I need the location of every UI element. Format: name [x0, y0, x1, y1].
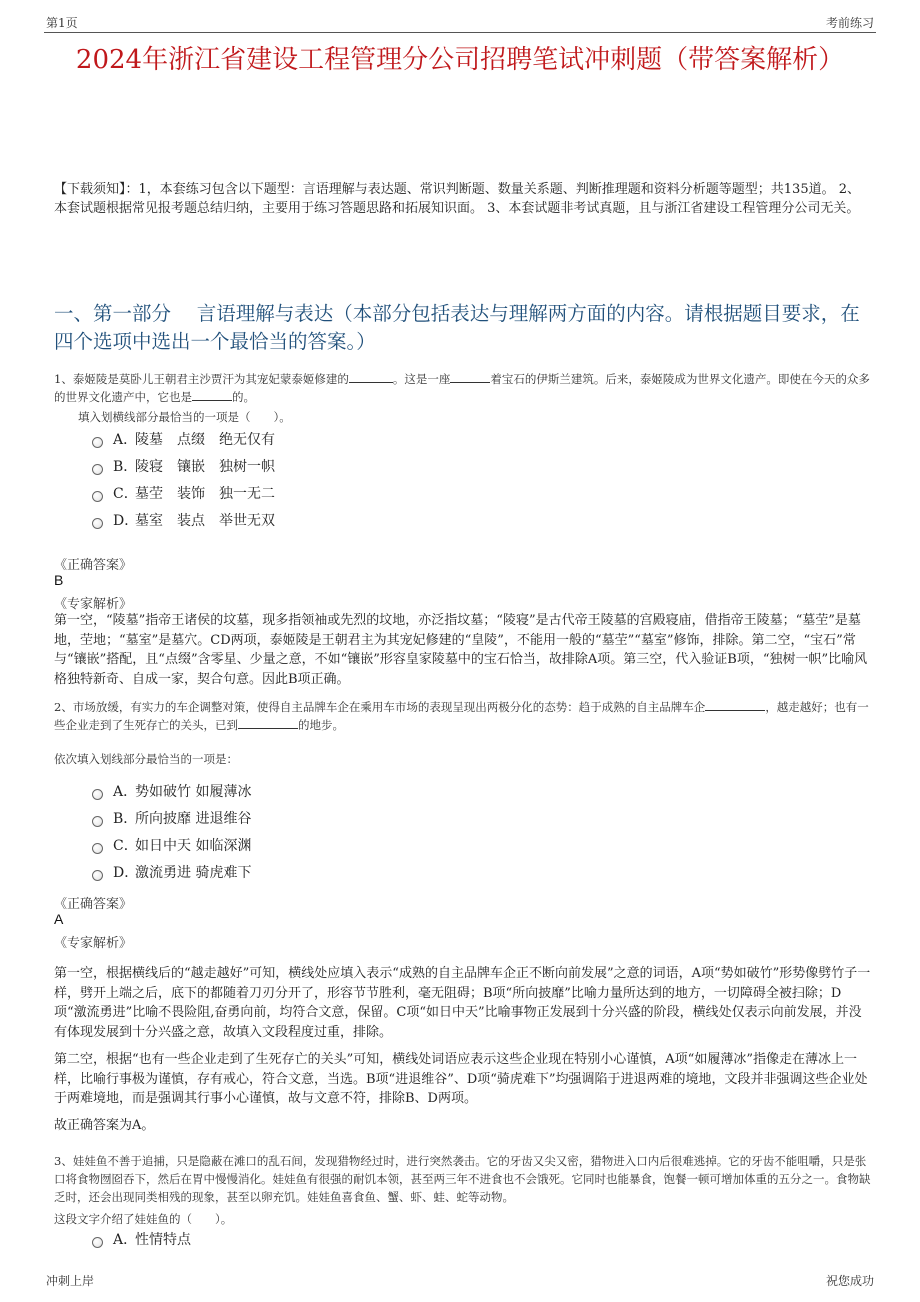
option-text: 激流勇进 骑虎难下 [135, 865, 252, 881]
option-letter: A． [113, 784, 138, 800]
page-number: 第1页 [46, 16, 78, 30]
q2-stem-part-c: 的地步。 [298, 718, 344, 732]
radio-icon[interactable] [92, 518, 103, 529]
q2-option-c[interactable] [92, 836, 251, 856]
q1-answer: B [54, 572, 64, 588]
question-3-stem: 3、娃娃鱼不善于追捕，只是隐蔽在滩口的乱石间，发现猎物经过时，进行突然袭击。它的牙齿又尖又密，猎物进入口内后很难逃掉。它的牙齿不能咀嚼，只是张口将食物囫囵吞下，然后在胃中慢慢消化。娃娃鱼有很强的耐饥本领，甚至两三年不进食也不会饿死。它同时也能暴食，饱餐一顿可增加体重的五分之一。食物缺乏时，还会出现同类相残的现象，甚至以卵充饥。娃娃鱼喜食鱼、蟹、虾、蛙、蛇等动物。 [54, 1154, 871, 1204]
download-notice: 【下载须知】：1，本套练习包含以下题型：言语理解与表达题、常识判断题、数量关系题、判断推理题和资料分析题等题型；共135道。 2、本套试题根据常见报考题总结归纳，主要用于练习答题思路和拓展知识面。 3、本套试题非考试真题，且与浙江省建设工程管理分公司无关。 [54, 182, 860, 216]
q1-stem-part-a: 1、泰姬陵是莫卧儿王朝君主沙贾汗为其宠妃蒙泰姬修建的 [54, 372, 349, 386]
q1-blank-2 [450, 370, 490, 383]
page-title: 2024年浙江省建设工程管理分公司招聘笔试冲刺题（带答案解析） [75, 45, 845, 75]
q2-answer: A [54, 911, 64, 927]
option-text: 如日中天 如临深渊 [135, 838, 252, 854]
q1-stem-part-b: 。这是一座 [392, 372, 451, 386]
footer-right-text: 祝您成功 [825, 1274, 874, 1288]
option-text: 势如破竹 如履薄冰 [135, 784, 252, 800]
option-letter: A． [113, 1232, 138, 1248]
option-text: 陵寝 镶嵌 独树一帜 [135, 459, 275, 475]
q1-option-c[interactable] [92, 484, 275, 504]
q2-stem-part-a: 2、市场放缓，有实力的车企调整对策，使得自主品牌车企在乘用车市场的表现呈现出两极分化的态势：趋于成熟的自主品牌车企 [54, 700, 706, 714]
option-letter: A． [113, 432, 138, 448]
radio-icon[interactable] [92, 437, 103, 448]
header-rule [44, 32, 876, 33]
radio-icon[interactable] [92, 1237, 103, 1248]
option-text: 所向披靡 进退维谷 [135, 811, 252, 827]
q2-option-d[interactable] [92, 863, 251, 883]
q2-analysis-label: 《专家解析》 [54, 936, 133, 951]
option-text: 墓茔 装饰 独一无二 [135, 486, 275, 502]
q2-option-a[interactable] [92, 782, 251, 802]
q2-analysis-paragraph-2: 第二空，根据“也有一些企业走到了生死存亡的关头”可知，横线处词语应表示这些企业现在特别小心谨慎，A项“如履薄冰”指像走在薄冰上一样，比喻行事极为谨慎，存有戒心，符合文意，当选。B项“进退维谷”、D项“骑虎难下”均强调陷于进退两难的境地，文段并非强调这些企业处于两难境地，而是强调其行事小心谨慎，故与文意不符，排除B、D两项。 [54, 1052, 868, 1106]
q2-option-b[interactable] [92, 809, 251, 829]
question-2-prompt: 依次填入划线部分最恰当的一项是： [54, 752, 238, 766]
radio-icon[interactable] [92, 870, 103, 881]
q1-analysis: 第一空，“陵墓”指帝王诸侯的坟墓，现多指领袖或先烈的坟地，亦泛指坟墓；“陵寝”是古代帝王陵墓的宫殿寝庙，借指帝王陵墓；“墓茔”是墓地，茔地；“墓室”是墓穴。CD两项，泰姬陵是王朝君主为其宠妃修建的“皇陵”，不能用一般的“墓茔”“墓室”修饰，排除。第二空，“宝石”常与“镶嵌”搭配，且“点缀”含零星、少量之意，不如“镶嵌”形容皇家陵墓中的宝石恰当，故排除A项。第三空，代入验证B项，“独树一帜”比喻风格独特新奇、自成一家，契合句意。因此B项正确。 [54, 613, 868, 687]
section-heading: 一、第一部分 言语理解与表达（本部分包括表达与理解两方面的内容。请根据题目要求，在四个选项中选出一个最恰当的答案。） [54, 302, 860, 353]
q3-option-a[interactable] [92, 1230, 191, 1250]
q1-blank-3 [192, 388, 232, 401]
question-1-stem [54, 370, 872, 406]
question-3-prompt: 这段文字介绍了娃娃鱼的（ ）。 [54, 1212, 233, 1226]
radio-icon[interactable] [92, 816, 103, 827]
q1-option-a[interactable] [92, 430, 275, 450]
q2-analysis-paragraph-1: 第一空，根据横线后的“越走越好”可知，横线处应填入表示“成熟的自主品牌车企正不断向前发展”之意的词语，A项“势如破竹”形势像劈竹子一样，劈开上端之后，底下的都随着刀刃分开了，形容节节胜利，毫无阻碍；B项“所向披靡”比喻力量所达到的地方，一切障碍全被扫除；D项“激流勇进”比喻不畏险阻,奋勇向前，均符合文意，保留。C项“如日中天”比喻事物正发展到十分兴盛的阶段，横线处仅表示向前发展，并没有体现发展到十分兴盛之意，故填入文段程度过重，排除。 [54, 966, 871, 1040]
option-text: 墓室 装点 举世无双 [135, 513, 275, 529]
q1-analysis-label: 《专家解析》 [54, 597, 133, 612]
q1-stem-part-c: 着宝石的伊斯兰建筑。后来，泰姬陵成为世界文化遗产。即使在今天的众多的世界文化遗产中，它也是 [54, 372, 870, 404]
q1-stem-part-d: 的。 [232, 390, 255, 404]
q1-option-d[interactable] [92, 511, 275, 531]
option-letter: C． [113, 838, 138, 854]
q2-blank-2 [238, 716, 298, 729]
q2-stem-part-b: ，越走越好；也有一些企业走到了生死存亡的关头，已到 [54, 700, 869, 732]
q2-conclusion: 故正确答案为A。 [54, 1118, 155, 1133]
option-letter: C． [113, 486, 138, 502]
q2-answer-label: 《正确答案》 [54, 897, 133, 912]
radio-icon[interactable] [92, 843, 103, 854]
header-label: 考前练习 [825, 16, 874, 30]
option-letter: B． [113, 811, 138, 827]
option-letter: D． [113, 513, 139, 529]
question-2-stem [54, 698, 872, 734]
radio-icon[interactable] [92, 789, 103, 800]
option-letter: D． [113, 865, 139, 881]
q1-answer-label: 《正确答案》 [54, 558, 133, 573]
option-text: 陵墓 点缀 绝无仅有 [135, 432, 275, 448]
footer-left-text: 冲刺上岸 [46, 1274, 95, 1288]
option-text: 性情特点 [135, 1232, 191, 1248]
option-letter: B． [113, 459, 138, 475]
radio-icon[interactable] [92, 491, 103, 502]
q1-blank-1 [349, 370, 393, 383]
q1-option-b[interactable] [92, 457, 275, 477]
radio-icon[interactable] [92, 464, 103, 475]
question-1-prompt: 填入划横线部分最恰当的一项是（ ）。 [78, 410, 291, 424]
q2-blank-1 [705, 698, 765, 711]
